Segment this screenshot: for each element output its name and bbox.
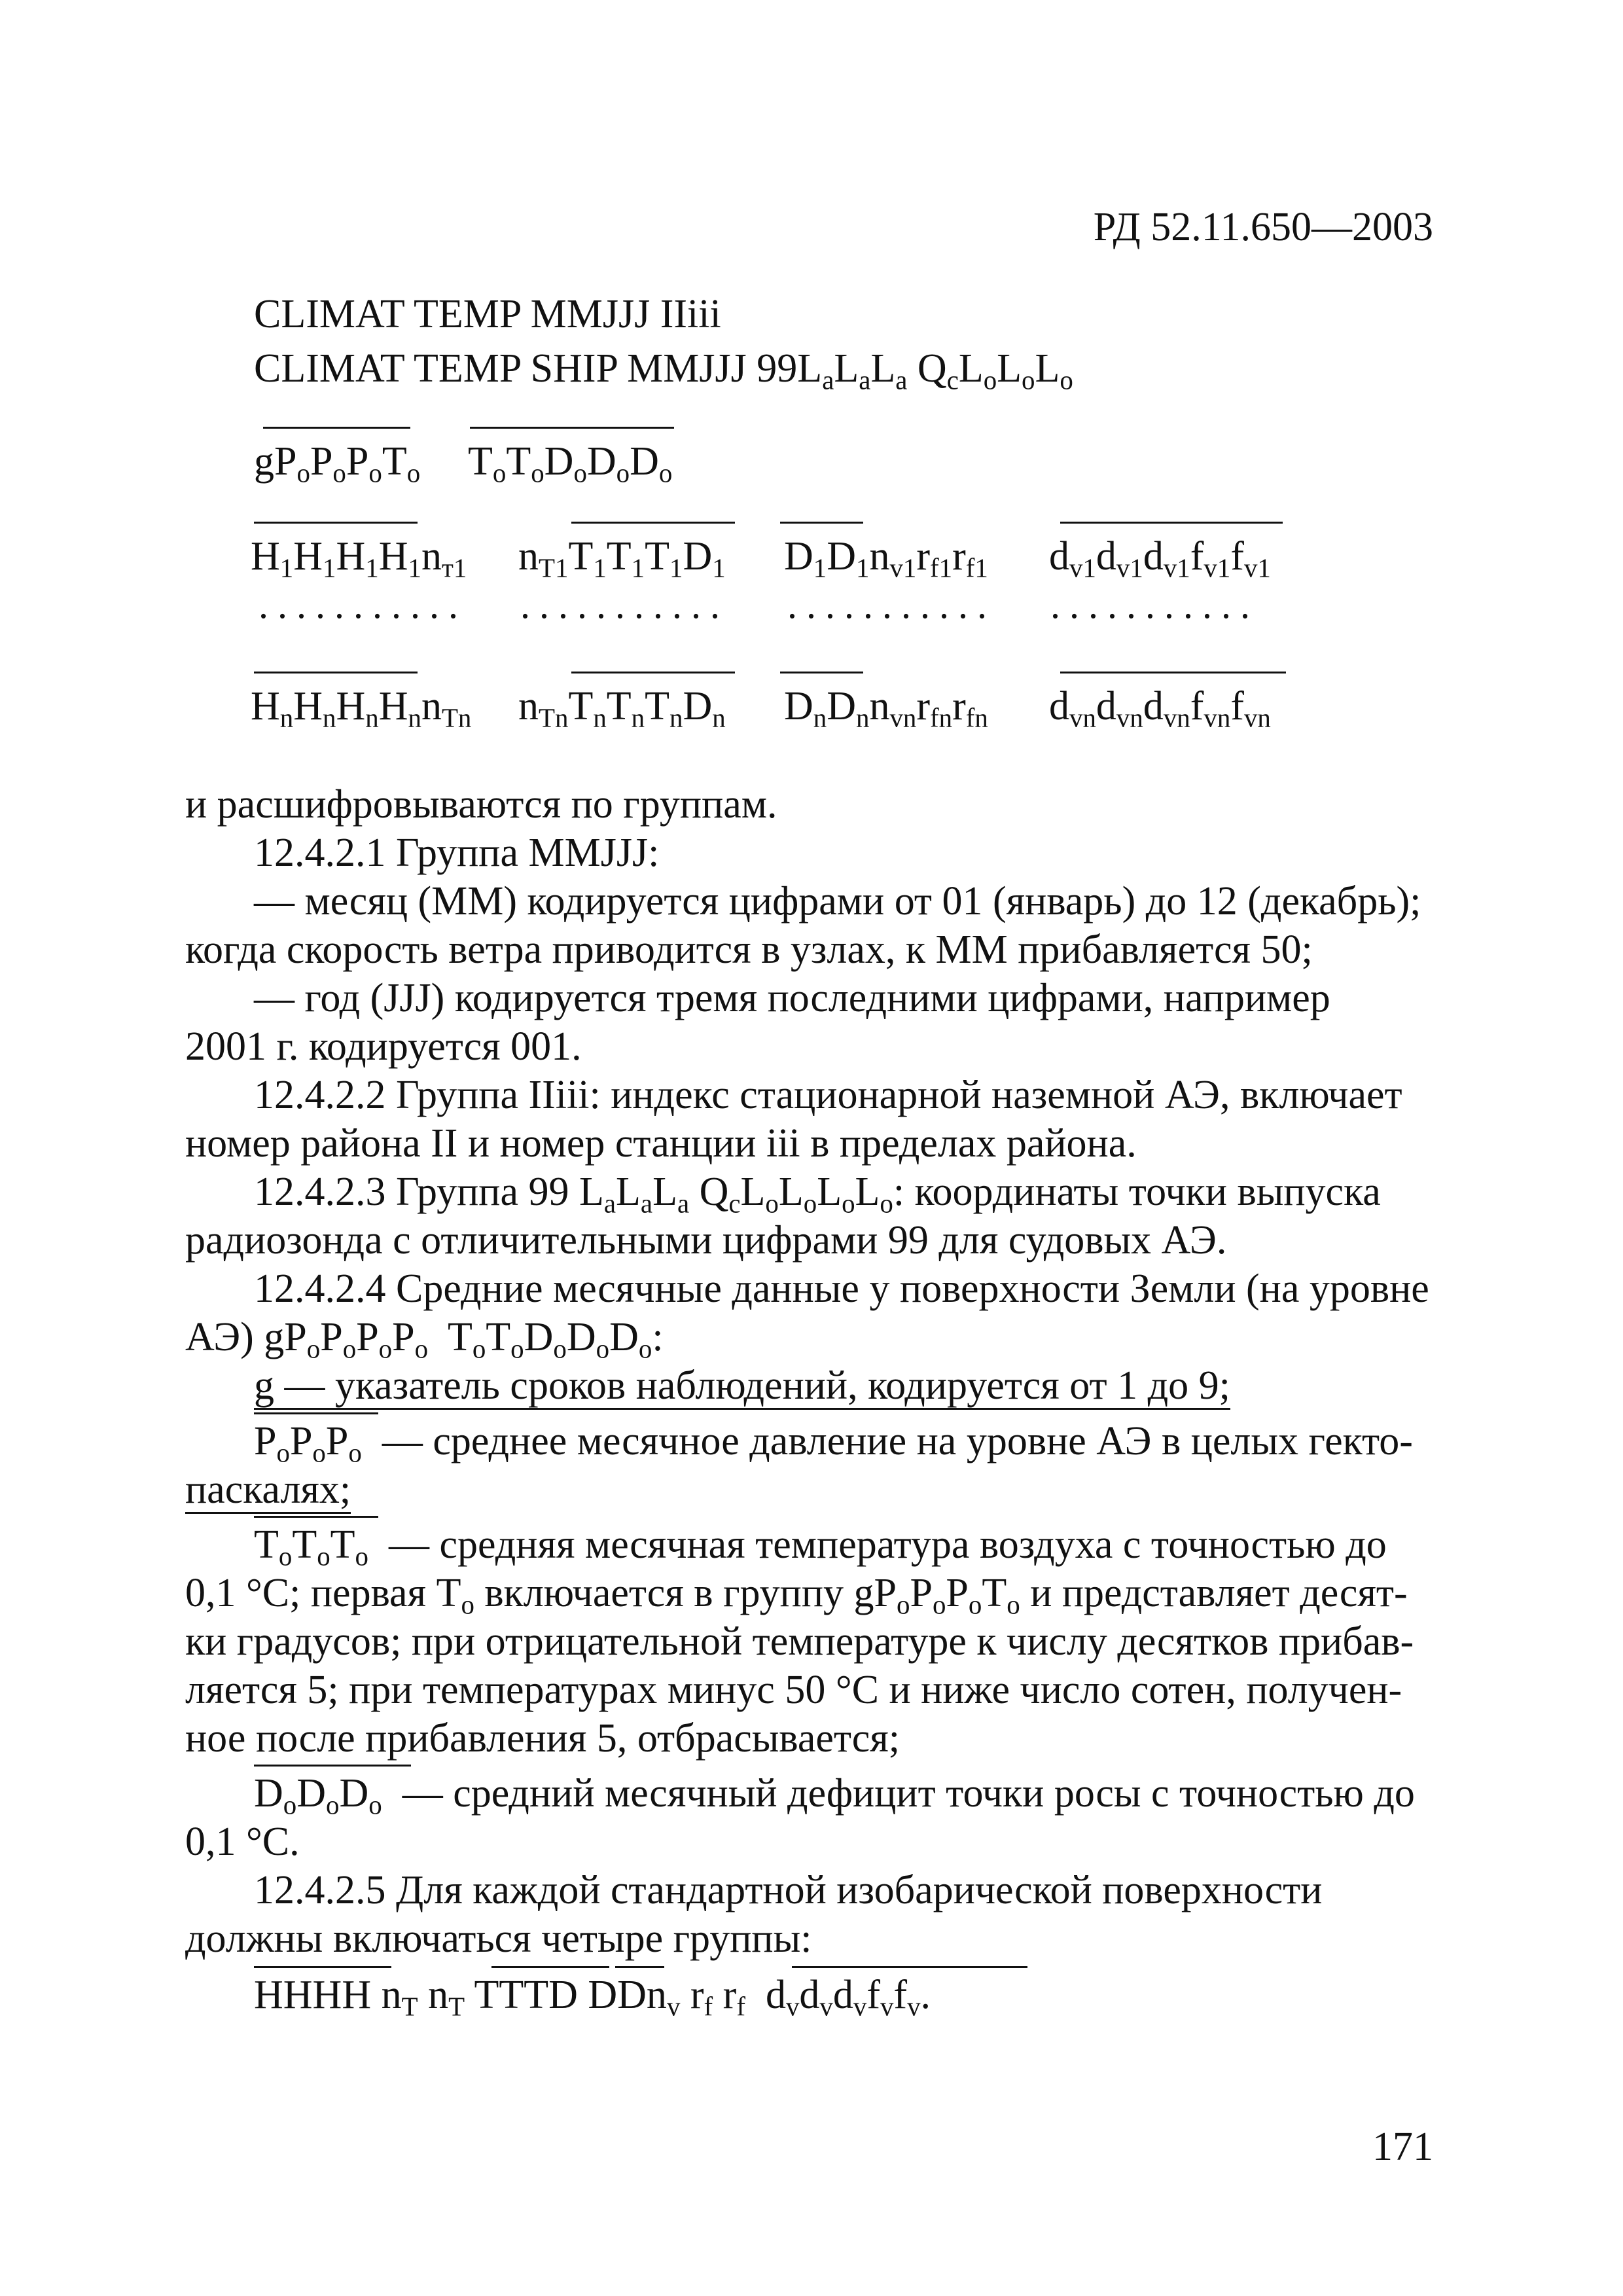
paragraph-line: 0,1 °С; первая $T_o$ включается в группу $gP_oP_oP_oT_o$ и представляет десят- [185, 1571, 1408, 1620]
group-nTn-Dn: $n_{Tn}T_nT_nT_nD_n$ [518, 684, 726, 733]
overline [780, 522, 863, 524]
overline [571, 672, 735, 673]
overline [263, 427, 410, 429]
def-DoDoDo: $D_oD_oD_o$ — средний месячный дефицит точки росы с точностью до [254, 1771, 1415, 1820]
paragraph-line: ляется 5; при температурах минус 50 °С и ниже число сотен, получен- [185, 1668, 1402, 1712]
paragraph-line: должны включаться четыре группы: [185, 1916, 812, 1961]
section-12-4-2-4: 12.4.2.4 Средние месячные данные у поверхности Земли (на уровне [254, 1266, 1429, 1311]
def-ToToTo: $T_oT_oT_o$ — средняя месячная температура воздуха с точностью до [254, 1522, 1387, 1571]
ellipsis-row: ........... [787, 583, 996, 626]
overline [254, 1765, 411, 1767]
overline [254, 672, 418, 673]
overline [254, 1412, 378, 1414]
ellipsis-row: ........... [259, 583, 467, 626]
section-12-4-2-2: 12.4.2.2 Группа IIiii: индекс стационарной наземной АЭ, включает [254, 1073, 1402, 1117]
paragraph-line: паскалях; [185, 1465, 1438, 1514]
overline [615, 1966, 664, 1968]
overline [1060, 522, 1283, 524]
ellipsis-row: ........... [520, 583, 729, 626]
group-dvn-fvn: $d_{vn}d_{vn}d_{vn}f_{vn}f_{vn}$ [1049, 684, 1271, 733]
group-gPoPoPoTo: $gP_oP_oP_oT_o$ [254, 439, 421, 488]
section-12-4-2-3: 12.4.2.3 Группа 99 $L_aL_aL_a$ $Q_cL_oL_oL_oL_o$: координаты точки выпуска [254, 1170, 1381, 1219]
def-PoPoPo: $P_oP_oP_o$ — среднее месячное давление на уровне АЭ в целых гекто- [254, 1419, 1413, 1468]
overline [254, 1516, 378, 1518]
paragraph-line: 2001 г. кодируется 001. [185, 1024, 582, 1069]
paragraph-line: ки градусов; при отрицательной температуре к числу десятков прибав- [185, 1619, 1414, 1664]
group-Dn-rfn: $D_nD_nn_{vn}r_{fn}r_{fn}$ [784, 684, 988, 733]
groups-line: HHHH $n_T$ $n_T$ TTTD DDn$_v$ $r_f$ $r_f$ $d_vd_vd_vf_vf_v$. [254, 1973, 931, 2022]
code-line-1: CLIMAT TEMP MMJJJ IIiii [254, 292, 721, 336]
intro-line: и расшифровываются по группам. [185, 782, 777, 827]
section-12-4-2-1-heading: 12.4.2.1 Группа MMJJJ: [254, 831, 660, 875]
paragraph-line: когда скорость ветра приводится в узлах, к ММ прибавляется 50; [185, 927, 1313, 972]
overline [254, 522, 418, 524]
code-line-2: CLIMAT TEMP SHIP MMJJJ $99L_aL_aL_a$ $Q_cL_oL_oL_o$ [254, 346, 1073, 395]
overline [1060, 672, 1286, 673]
paragraph-line: 0,1 °С. [185, 1820, 300, 1864]
overline [254, 1966, 391, 1968]
section-12-4-2-5: 12.4.2.5 Для каждой стандартной изобарической поверхности [254, 1868, 1323, 1912]
paragraph-line: радиозонда с отличительными цифрами 99 для судовых АЭ. [185, 1218, 1227, 1263]
def-g: g — указатель сроков наблюдений, кодируется от 1 до 9; [254, 1361, 1438, 1410]
group-H1-nT1: $H_1H_1H_1H_1n_{т1}$ [251, 534, 467, 583]
group-ToToDoDoDo: $T_oT_oD_oD_oD_o$ [468, 439, 673, 488]
overline [571, 522, 735, 524]
paragraph-line: — месяц (ММ) кодируется цифрами от 01 (январь) до 12 (декабрь); [254, 879, 1421, 924]
group-nT1-D1: $n_{T1}T_1T_1T_1D_1$ [518, 534, 726, 583]
paragraph-line: — год (JJJ) кодируется тремя последними цифрами, например [254, 976, 1330, 1020]
group-D1-rf1: $D_1D_1n_{v1}r_{f1}r_{f1}$ [784, 534, 988, 583]
paragraph-line: номер района II и номер станции iii в пределах района. [185, 1121, 1137, 1166]
ellipsis-row: ........... [1050, 583, 1259, 626]
group-Hn-nTn: $H_nH_nH_nH_nn_{Tn}$ [251, 684, 472, 733]
group-dv1-fv1: $d_{v1}d_{v1}d_{v1}f_{v1}f_{v1}$ [1049, 534, 1271, 583]
paragraph-line: АЭ) $gP_oP_oP_oP_o$ $T_oT_oD_oD_oD_o$: [185, 1315, 664, 1364]
overline [780, 672, 863, 673]
overline [792, 1966, 1027, 1968]
page-number: 171 [1372, 2125, 1433, 2169]
overline [470, 427, 674, 429]
document-header: РД 52.11.650—2003 [1093, 205, 1433, 249]
overline [491, 1966, 609, 1968]
paragraph-line: ное после прибавления 5, отбрасывается; [185, 1716, 900, 1761]
